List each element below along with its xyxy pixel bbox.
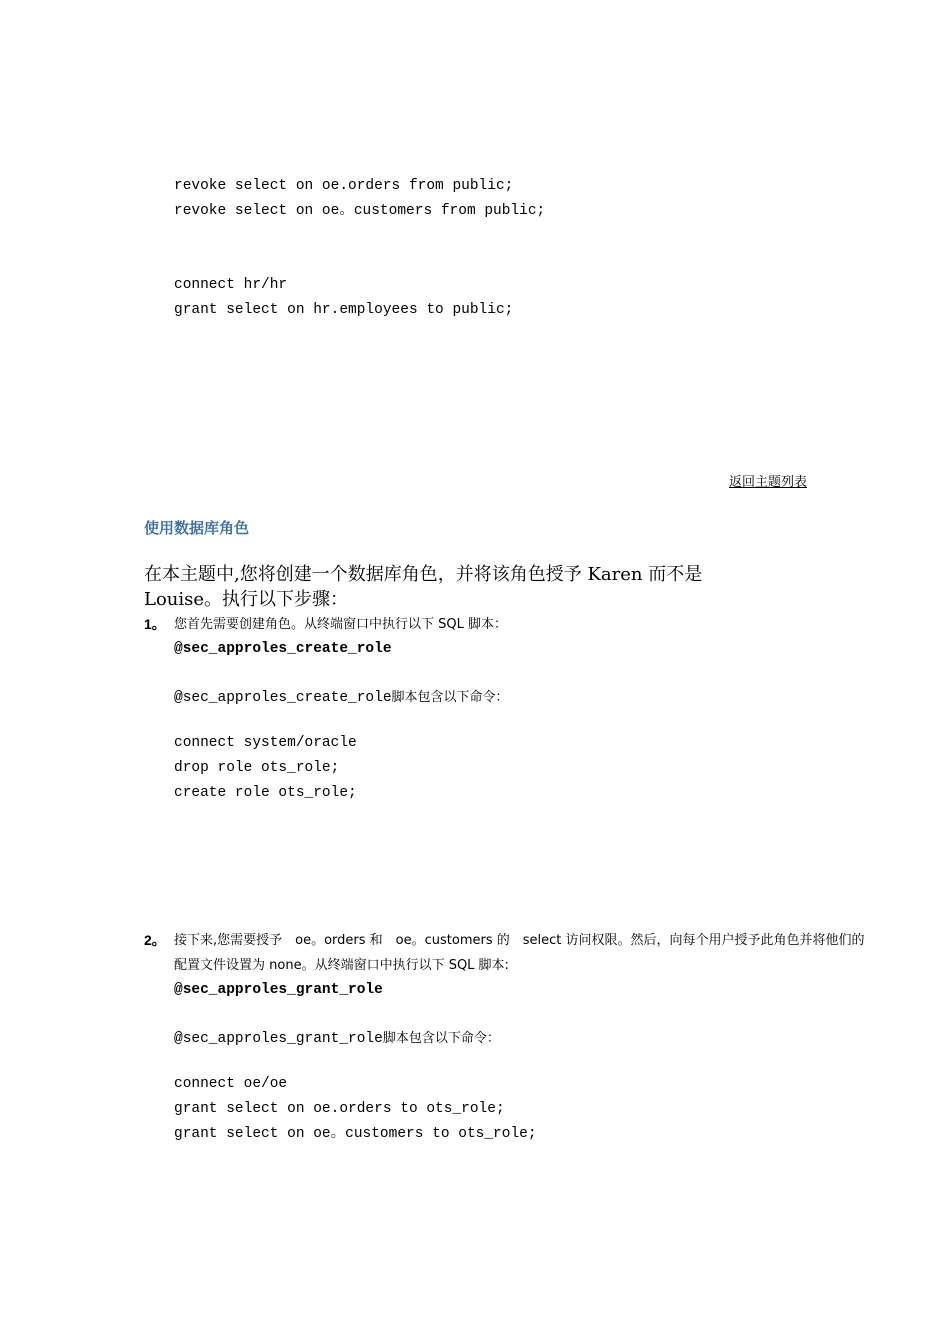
step-2-number: 2。 — [144, 932, 166, 948]
code-line-grant-employees: grant select on hr.employees to public; — [174, 302, 514, 318]
code-line-connect-hr: connect hr/hr — [174, 277, 288, 293]
code-line-revoke-customers: revoke select on oe。customers from public; — [174, 203, 546, 219]
step-1-script-description — [174, 684, 509, 711]
intro-line-2: Louise。执行以下步骤： — [144, 589, 349, 610]
intro-line-1: 在本主题中,您将创建一个数据库角色，并将该角色授予 Karen 而不是 — [144, 564, 703, 585]
step-1-command-connect: connect system/oracle — [174, 735, 357, 751]
section-title: 使用数据库角色 — [144, 519, 250, 537]
step-2-command-connect: connect oe/oe — [174, 1076, 288, 1092]
step-2-script-command: @sec_approles_grant_role — [174, 982, 383, 998]
step-1-script-desc-text: 脚本包含以下命令： — [391, 690, 509, 705]
step-1-number: 1。 — [144, 616, 166, 632]
back-to-topics-link[interactable]: 返回主题列表 — [728, 475, 807, 490]
step-2-command-grant-orders: grant select on oe.orders to ots_role; — [174, 1101, 505, 1117]
step-2-command-grant-customers: grant select on oe。customers to ots_role; — [174, 1126, 537, 1142]
step-1-command-create-role: create role ots_role; — [174, 785, 357, 801]
code-line-revoke-orders: revoke select on oe.orders from public; — [174, 178, 514, 194]
step-1-command-drop-role: drop role ots_role; — [174, 760, 340, 776]
step-1-script-command: @sec_approles_create_role — [174, 641, 392, 657]
step-2-script-description — [174, 1025, 500, 1052]
step-2-script-name: @sec_approles_grant_role — [174, 1031, 383, 1047]
step-2-instruction-line-2: 配置文件设置为 none。从终端窗口中执行以下 SQL 脚本: — [174, 958, 509, 973]
step-1-script-name: @sec_approles_create_role — [174, 690, 392, 706]
step-1-instruction: 您首先需要创建角色。从终端窗口中执行以下 SQL 脚本： — [174, 617, 507, 632]
step-2-script-desc-text: 脚本包含以下命令： — [382, 1031, 500, 1046]
step-2-instruction-line-1: 接下来,您需要授予 oe。orders 和 oe。customers 的 select 访问权限。然后，向每个用户授予此角色并将他们的 — [174, 933, 865, 948]
